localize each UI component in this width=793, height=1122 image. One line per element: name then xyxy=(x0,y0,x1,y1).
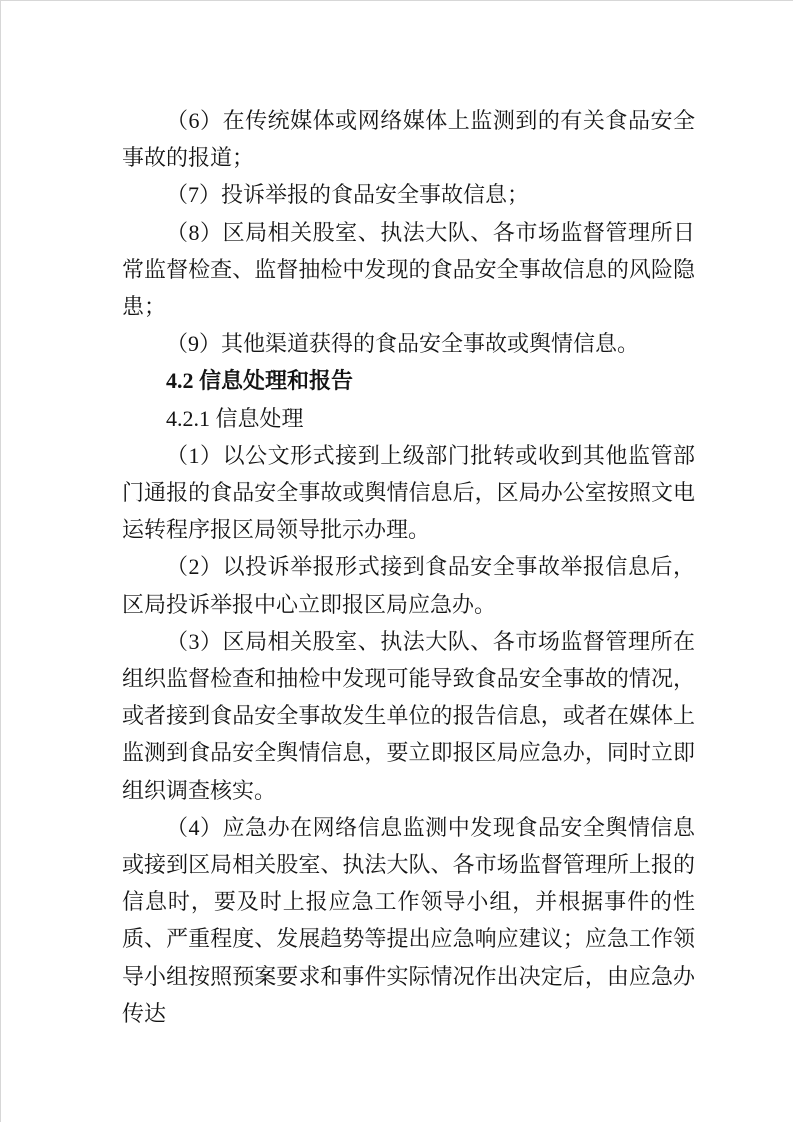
document-body xyxy=(122,102,695,1032)
list-item-6: （6）在传统媒体或网络媒体上监测到的有关食品安全事故的报道； xyxy=(122,108,695,171)
list-item-1: （1）以公文形式接到上级部门批转或收到其他监管部门通报的食品安全事故或舆情信息后，区局办公室按照文电运转程序报区局领导批示办理。 xyxy=(122,442,695,543)
list-item-7: （7）投诉举报的食品安全事故信息； xyxy=(166,182,530,208)
list-item-2: （2）以投诉举报形式接到食品安全事故举报信息后，区局投诉举报中心立即报区局应急办。 xyxy=(122,554,695,617)
subsection-heading-4-2-1: 4.2.1 信息处理 xyxy=(166,405,304,431)
list-item-8: （8）区局相关股室、执法大队、各市场监督管理所日常监督检查、监督抽检中发现的食品安全事故信息的风险隐患； xyxy=(122,219,695,320)
list-item-4: （4）应急办在网络信息监测中发现食品安全舆情信息或接到区局相关股室、执法大队、各市场监督管理所上报的信息时，要及时上报应急工作领导小组，并根据事件的性质、严重程度、发展趋势等提出应急响应建议；应急工作领导小组按照预案要求和事件实际情况作出决定后，由应急办传达 xyxy=(122,814,695,1026)
list-item-9: （9）其他渠道获得的食品安全事故或舆情信息。 xyxy=(166,331,640,357)
list-item-3: （3）区局相关股室、执法大队、各市场监督管理所在组织监督检查和抽检中发现可能导致食品安全事故的情况，或者接到食品安全事故发生单位的报告信息，或者在媒体上监测到食品安全舆情信息，要立即报区局应急办，同时立即组织调查核实。 xyxy=(122,628,695,803)
section-heading-4-2: 4.2 信息处理和报告 xyxy=(166,368,354,394)
